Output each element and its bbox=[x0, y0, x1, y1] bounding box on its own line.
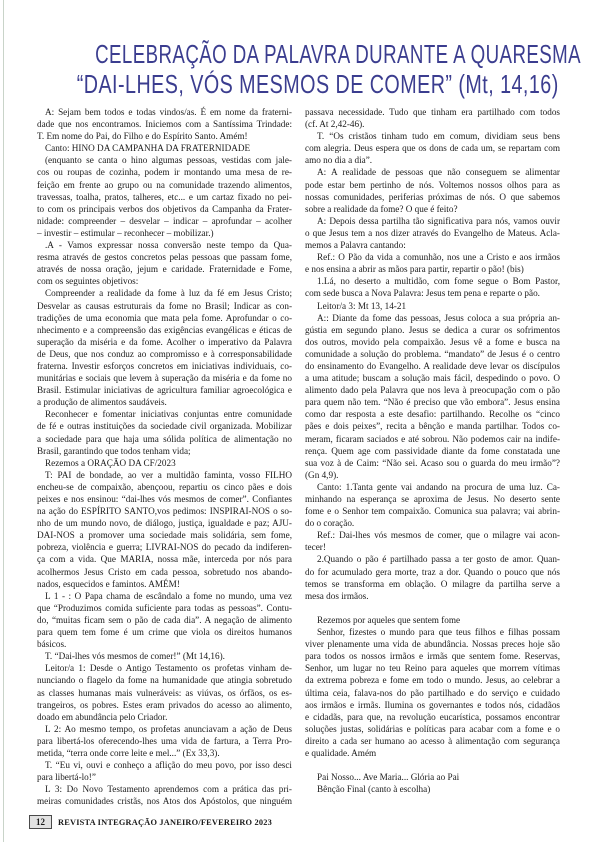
article-title bbox=[0, 39, 595, 99]
text-line bbox=[37, 203, 292, 215]
text-line-content: através de nossa oração, jejum e caridade. Fraternidade e Fome, bbox=[37, 264, 292, 275]
text-line-content: mesa dos irmãos. bbox=[305, 590, 369, 601]
text-section bbox=[305, 106, 560, 602]
text-line-content: as classes humanas mais vulneráveis: as viúvas, os órfãos, os es- bbox=[37, 687, 292, 698]
text-line-content: Canto: 1.Tanta gente vai andando na procura de uma luz. Ca- bbox=[317, 481, 560, 492]
text-line bbox=[305, 203, 560, 215]
text-line-content: e qualidade. Amém bbox=[305, 747, 377, 758]
text-line-content: da extrema pobreza e fome em todo o mundo. Jesus, ao celebrar a bbox=[305, 675, 560, 686]
text-line-content: nados, esquecidos e famintos. AMÉM! bbox=[37, 578, 180, 589]
text-line bbox=[37, 735, 292, 747]
paragraph bbox=[37, 142, 292, 154]
text-line bbox=[37, 384, 292, 396]
text-line-content: para todos os nossos irmãos e irmãs que sentem fome. Reservas, bbox=[305, 651, 560, 662]
text-line bbox=[37, 408, 292, 420]
text-line bbox=[37, 614, 292, 626]
text-line-content: pode estar bem pertinho de nós. Voltemos nossos olhos para as bbox=[305, 179, 560, 190]
text-line bbox=[37, 118, 292, 130]
text-line-content: do ensinamento do Evangelho. A realidade deve levar os discípulos bbox=[305, 360, 560, 371]
paragraph bbox=[305, 312, 560, 481]
text-line bbox=[305, 771, 560, 783]
text-line-content: Reconhecer e fomentar iniciativas conjuntas entre comunidade bbox=[45, 409, 292, 420]
text-line-content: para quem não tem. “Não é preciso que vão embora”. Jesus ensina bbox=[305, 397, 560, 408]
text-line bbox=[305, 275, 560, 287]
paragraph bbox=[37, 783, 292, 807]
text-line bbox=[37, 348, 292, 360]
text-line bbox=[305, 191, 560, 203]
text-line bbox=[37, 517, 292, 529]
paragraph bbox=[305, 771, 560, 783]
text-line bbox=[305, 517, 560, 529]
text-line bbox=[305, 408, 560, 420]
text-line-content: travessas, toalha, pratos, talheres, etc... e um cartaz fixado no pei- bbox=[37, 191, 292, 202]
text-line-content: T: PAI de bondade, ao ver a multidão faminta, vosso FILHO bbox=[45, 469, 292, 480]
text-line bbox=[37, 239, 292, 251]
text-line-content: fraterna. Investir esforços concretos em iniciativas individuais, co- bbox=[37, 360, 292, 371]
magazine-issue-text: REVISTA INTEGRAÇÃO JANEIRO/FEVEREIRO 2023 bbox=[58, 817, 272, 827]
text-line-content: resma através de gestos concretos pelas pessoas que passam fome, bbox=[37, 252, 292, 263]
text-line-content: com alegria. Deus espera que os dons de cada um, se repartam com bbox=[305, 143, 560, 154]
text-line bbox=[305, 469, 560, 481]
text-line bbox=[37, 566, 292, 578]
text-line bbox=[37, 300, 292, 312]
text-line-content: Leitor/a 3: Mt 13, 14-21 bbox=[317, 300, 407, 311]
text-line bbox=[305, 614, 560, 626]
text-line-content: A: Sejam bem todos e todas vindos/as. É em nome da fraterni- bbox=[45, 107, 292, 117]
text-line-content: do for acumulado gera morte, traz a dor. Quando o pouco que nós bbox=[305, 566, 560, 577]
paragraph bbox=[37, 408, 292, 456]
paragraph bbox=[37, 457, 292, 469]
paragraph bbox=[37, 154, 292, 239]
text-line bbox=[37, 324, 292, 336]
text-line-content: Brasil. Estimular iniciativas de agricultura familiar agroecológica e bbox=[37, 385, 292, 396]
text-line-content: L 1 - : O Papa chama de escândalo a fome no mundo, uma vez bbox=[45, 590, 292, 601]
text-line-content: a sociedade para que haja uma sólida política de alimentação no bbox=[37, 433, 292, 444]
text-line-content: to com os principais verbos dos objetivos da Campanha da Frater- bbox=[37, 203, 292, 214]
text-line bbox=[305, 372, 560, 384]
text-line bbox=[305, 553, 560, 565]
text-line-content: do, “muitas ficam sem o pão de cada dia”. A negação de alimento bbox=[37, 614, 292, 625]
text-line-content: meiras comunidades cristãs, nos Atos dos Apóstolos, que ninguém bbox=[37, 796, 292, 807]
text-line bbox=[37, 553, 292, 565]
text-line bbox=[37, 191, 292, 203]
text-line-content: temos se transforma em oblação. O milagre da partilha serve a bbox=[305, 578, 560, 589]
text-line bbox=[305, 118, 560, 130]
text-line bbox=[305, 638, 560, 650]
text-line bbox=[37, 142, 292, 154]
text-line bbox=[37, 372, 292, 384]
text-line-content: com sede busca a Nova Palavra: Jesus tem pena e reparte o pão. bbox=[305, 288, 540, 299]
paragraph bbox=[37, 287, 292, 408]
title-line-1-text: CELEBRAÇÃO DA PALAVRA DURANTE A QUARESMA bbox=[95, 39, 582, 69]
text-line-content: nidade: compreender – desvelar – indicar – aprofundar – acolher bbox=[37, 215, 292, 226]
text-line bbox=[305, 227, 560, 239]
text-line-content: pobreza, violência e guerra; LIVRAI-NOS do pecado da indiferen- bbox=[37, 542, 292, 553]
text-line bbox=[305, 481, 560, 493]
text-line-content: memos a Palavra cantando: bbox=[305, 240, 406, 251]
text-line-content: Ref.: Dai-lhes vós mesmos de comer, que o milagre vai acon- bbox=[317, 530, 560, 541]
text-line-content: acolhermos Jesus Cristo em cada pessoa, sobretudo nos abando- bbox=[37, 566, 292, 577]
text-line-content: do o coração. bbox=[305, 518, 355, 529]
text-line-content: tradições de uma economia que mata pela fome. Aprofundar o co- bbox=[37, 312, 292, 323]
text-line bbox=[37, 457, 292, 469]
text-line bbox=[37, 687, 292, 699]
text-line-content: minhando na esperança se aproxima de Jesus. No deserto sente bbox=[305, 494, 560, 504]
text-line bbox=[305, 662, 560, 674]
text-line-content: soluções justas, solidárias e políticas para acabar com a fome e o bbox=[305, 723, 560, 734]
text-line-content: para libertá-lo!” bbox=[37, 772, 96, 783]
text-line bbox=[37, 711, 292, 723]
text-line-content: nunciando o flagelo da fome na humanidade que atingia sobretudo bbox=[37, 675, 292, 686]
text-line bbox=[305, 445, 560, 457]
text-line bbox=[37, 445, 292, 457]
text-line-content: pães e dois peixes”, recita a bênção e manda partilhar. Todos co- bbox=[305, 421, 560, 432]
text-line bbox=[305, 529, 560, 541]
text-line bbox=[305, 566, 560, 578]
text-line-content: para libertá-los oferecendo-lhes uma vida de fartura, a Terra Pro- bbox=[37, 735, 292, 746]
text-line bbox=[37, 275, 292, 287]
text-line-content: como dar resposta a este desafio: partilhando. Recolhe os “cinco bbox=[305, 409, 560, 420]
text-line-content: de fé e outras instituições da sociedade civil organizada. Mobilizar bbox=[37, 421, 292, 432]
text-line-content: passava necessidade. Tudo que tinham era partilhado com todos bbox=[305, 107, 560, 117]
text-line-content: Ref.: O Pão da vida a comunhão, nos une a Cristo e aos irmãos bbox=[317, 252, 560, 263]
text-line-content: T. “Dai-lhes vós mesmos de comer!” (Mt 14,16). bbox=[45, 651, 225, 662]
paragraph bbox=[305, 553, 560, 601]
text-line bbox=[305, 505, 560, 517]
text-line-content: – investir – estimular – reconhecer – mobilizar.) bbox=[37, 227, 214, 238]
text-line bbox=[37, 179, 292, 191]
text-line-content: fome e o Senhor tem compaixão. Comunica sua palavra; vai abrin- bbox=[305, 506, 560, 517]
text-line-content: T. Em nome do Pai, do Filho e do Espírito Santo. Amém! bbox=[37, 131, 248, 142]
text-line-content: básicos. bbox=[37, 639, 67, 650]
text-line bbox=[37, 578, 292, 590]
text-line-content: Bênção Final (canto à escolha) bbox=[317, 784, 431, 795]
text-line bbox=[305, 433, 560, 445]
text-line-content: doado em abundância pelo Criador. bbox=[37, 711, 168, 722]
text-line-content: 1.Lá, no deserto a multidão, com fome segue o Bom Pastor, bbox=[317, 276, 560, 287]
text-line bbox=[305, 384, 560, 396]
text-line bbox=[305, 699, 560, 711]
text-line-content: na ação do ESPÍRITO SANTO,vos pedimos: INSPIRAI-NOS o so- bbox=[37, 506, 292, 517]
paragraph bbox=[37, 106, 292, 142]
text-line-content: Rezemos por aqueles que sentem fome bbox=[317, 614, 461, 625]
text-line-content: trangeiros, os pobres. Estes eram privados do acesso ao alimento, bbox=[37, 699, 292, 710]
text-line-content: DAI-NOS a promover uma sociedade mais solidária, sem fome, bbox=[37, 530, 292, 541]
text-line-content: tecer! bbox=[305, 542, 326, 553]
text-line-content: a produção de alimentos saudáveis. bbox=[37, 397, 167, 408]
text-line-content: viver plenamente uma vida de abundância. Nossas preces hoje são bbox=[305, 639, 560, 650]
text-line bbox=[305, 215, 560, 227]
text-line-content: sua voz à de Caim: “Não sei. Acaso sou o guarda do meu irmão”? bbox=[305, 457, 560, 468]
text-line bbox=[305, 130, 560, 142]
text-line bbox=[37, 312, 292, 324]
text-line-content: T. “Eu vi, ouvi e conheço a aflição do meu povo, por isso desci bbox=[45, 760, 292, 771]
text-line bbox=[305, 239, 560, 251]
text-line bbox=[305, 166, 560, 178]
paragraph bbox=[37, 662, 292, 722]
text-line-content: dade que nos encontramos. Iniciemos com a Santíssima Trindade: bbox=[37, 119, 292, 130]
text-line-content: (enquanto se canta o hino algumas pessoas, vestidas com jale- bbox=[45, 155, 292, 166]
text-line bbox=[305, 457, 560, 469]
text-line-content: metida, “terra onde corre leite e mel...” (Ex 33,3). bbox=[37, 747, 220, 758]
text-line-content: Brasil, garantindo que todos tenham vida; bbox=[37, 445, 191, 456]
text-line bbox=[305, 154, 560, 166]
text-line-content: nossas comunidades, periferias próximas de nós. O que sabemos bbox=[305, 191, 560, 202]
text-line-content: L 3: Do Novo Testamento aprendemos com a prática das pri- bbox=[45, 784, 292, 795]
text-line bbox=[305, 723, 560, 735]
text-line bbox=[305, 312, 560, 324]
text-line-content: 2.Quando o pão é partilhado passa a ter gosto de amor. Quan- bbox=[317, 554, 560, 565]
text-line-content: meram, ficaram saciados e até sobrou. Não podemos cair na indife- bbox=[305, 433, 560, 444]
text-line-content: com os seguintes objetivos: bbox=[37, 276, 139, 287]
paragraph bbox=[305, 300, 560, 312]
paragraph bbox=[37, 239, 292, 287]
text-line-content: (Gn 4,9). bbox=[305, 469, 339, 480]
text-line bbox=[37, 650, 292, 662]
text-line-content: Rezemos a ORAÇÃO DA CF/2023 bbox=[45, 457, 176, 468]
magazine-issue-footer bbox=[58, 815, 278, 829]
title-line-1 bbox=[0, 39, 595, 69]
text-line bbox=[305, 106, 560, 118]
text-line bbox=[37, 420, 292, 432]
page-edge-line bbox=[3, 0, 4, 842]
text-line bbox=[37, 336, 292, 348]
text-line bbox=[37, 662, 292, 674]
text-line bbox=[305, 251, 560, 263]
text-line bbox=[37, 626, 292, 638]
text-line bbox=[305, 687, 560, 699]
text-line bbox=[305, 590, 560, 602]
text-line-content: comunidade a solução do problema. “mandato” de Jesus é o centro bbox=[305, 348, 560, 359]
text-line-content: A: Depois dessa partilha tão significativa para nós, vamos ouvir bbox=[317, 215, 560, 226]
text-line-content: direito a cada ser humano ao acesso à alimentação com segurança bbox=[305, 735, 560, 746]
title-line-2-text: “DAI-LHES, VÓS MESMOS DE COMER” (Mt, 14,16) bbox=[76, 69, 559, 99]
paragraph bbox=[37, 469, 292, 590]
text-line bbox=[37, 602, 292, 614]
paragraph bbox=[37, 723, 292, 759]
paragraph bbox=[37, 759, 292, 783]
text-line-content: amo no dia a dia”. bbox=[305, 155, 373, 166]
text-line-content: a uma atitude; buscam a solução mais fácil, despedindo o povo. O bbox=[305, 373, 560, 384]
text-line-content: .A - Vamos expressar nossa conversão neste tempo da Qua- bbox=[45, 240, 292, 251]
text-section bbox=[37, 106, 292, 807]
text-line bbox=[305, 541, 560, 553]
text-line bbox=[37, 433, 292, 445]
paragraph bbox=[305, 166, 560, 214]
left-text-column bbox=[37, 106, 292, 807]
text-line-content: Senhor, um lugar no teu Reino para aqueles que morrem vítimas bbox=[305, 663, 560, 674]
text-line bbox=[305, 142, 560, 154]
text-section bbox=[305, 614, 560, 759]
text-line bbox=[305, 735, 560, 747]
text-line-content: feição em frente ao grupo ou na comunidade trazendo alimentos, bbox=[37, 179, 292, 190]
text-line bbox=[305, 179, 560, 191]
text-line bbox=[37, 287, 292, 299]
text-line-content: (cf. At 2,42-46). bbox=[305, 119, 365, 130]
text-line bbox=[305, 626, 560, 638]
right-text-column bbox=[305, 106, 560, 795]
text-line-content: nho de um mundo novo, de diálogo, justiça, igualdade e paz; AJU- bbox=[37, 518, 292, 529]
text-line-content: o que Jesus tem a nos dizer através do Evangelho de Mateus. Acla- bbox=[305, 227, 560, 238]
text-line-content: aos irmãos e irmãs. Ilumina os governantes e todos nós, cidadãos bbox=[305, 699, 560, 710]
text-line-content: Canto: HINO DA CAMPANHA DA FRATERNIDADE bbox=[45, 143, 251, 154]
paragraph bbox=[305, 106, 560, 130]
text-line-content: L 2: Ao mesmo tempo, os profetas anunciavam a ação de Deus bbox=[45, 723, 292, 734]
text-line bbox=[37, 541, 292, 553]
text-line bbox=[37, 638, 292, 650]
text-line-content: cos ou roupas de cozinha, podem ir montando uma mesa de re- bbox=[37, 167, 292, 178]
text-line-content: e cidadãs, para que, na revolução eucarística, possamos encontrar bbox=[305, 711, 560, 722]
page-number: 12 bbox=[29, 815, 52, 829]
text-line-content: gústia em segundo plano. Jesus se dedica a curar os sofrimentos bbox=[305, 324, 560, 335]
paragraph bbox=[305, 215, 560, 251]
text-line-content: sobre a realidade da fome? O que é feito? bbox=[305, 203, 458, 214]
text-line bbox=[37, 783, 292, 795]
text-line-content: alimento dado pela Palavra que nos leva à preocupação com o pão bbox=[305, 385, 560, 396]
paragraph bbox=[305, 626, 560, 759]
text-line-content: Pai Nosso... Ave Maria... Glória ao Pai bbox=[317, 772, 460, 783]
text-line bbox=[37, 154, 292, 166]
text-line-content: munitárias e sociais que levem à superação da miséria e da fome no bbox=[37, 373, 292, 384]
text-line-content: rença. Quem age com passividade diante da fome constatada une bbox=[305, 445, 560, 456]
paragraph bbox=[305, 481, 560, 529]
text-line bbox=[37, 263, 292, 275]
text-line bbox=[305, 263, 560, 275]
text-line-content: T. “Os cristãos tinham tudo em comum, dividiam seus bens bbox=[317, 131, 560, 142]
text-line-content: para quem tem fome é um crime que viola os direitos humanos bbox=[37, 627, 292, 638]
text-line bbox=[305, 747, 560, 759]
text-line-content: Senhor, fizestes o mundo para que teus filhos e filhas possam bbox=[317, 627, 560, 638]
text-line bbox=[37, 723, 292, 735]
text-line bbox=[305, 674, 560, 686]
text-line-content: e nos ensina a abrir as mãos para partir, repartir o pão! (bis) bbox=[305, 264, 524, 275]
text-line bbox=[305, 396, 560, 408]
text-section bbox=[305, 771, 560, 795]
text-line bbox=[37, 590, 292, 602]
text-line bbox=[37, 227, 292, 239]
text-line-content: A:: Diante da fome das pessoas, Jesus coloca a sua própria an- bbox=[317, 312, 560, 323]
text-line bbox=[305, 348, 560, 360]
paragraph bbox=[305, 275, 560, 299]
text-line bbox=[305, 324, 560, 336]
text-line-content: ça com a vida. Que MARIA, nossa mãe, interceda por nós para bbox=[37, 554, 292, 565]
text-line bbox=[37, 747, 292, 759]
text-line-content: última ceia, falava-nos do pão partilhado e do serviço e cuidado bbox=[305, 687, 560, 698]
text-line-content: de Deus, que nos conduz ao compromisso e à corresponsabilidade bbox=[37, 348, 292, 359]
text-line-content: A: A realidade de pessoas que não conseguem se alimentar bbox=[317, 167, 560, 178]
paragraph bbox=[305, 783, 560, 795]
text-line-content: Leitor/a 1: Desde o Antigo Testamento os profetas vinham de- bbox=[45, 663, 292, 674]
paragraph bbox=[305, 130, 560, 166]
text-line bbox=[305, 360, 560, 372]
text-line bbox=[37, 674, 292, 686]
text-line bbox=[37, 699, 292, 711]
text-line bbox=[305, 578, 560, 590]
text-line bbox=[37, 795, 292, 807]
text-line-content: que “Produzimos comida suficiente para todas as pessoas”. Contu- bbox=[37, 602, 292, 613]
paragraph bbox=[305, 614, 560, 626]
text-line bbox=[37, 481, 292, 493]
text-line bbox=[37, 529, 292, 541]
text-line-content: Desvelar as causas estruturais da fome no Brasil; Indicar as con- bbox=[37, 300, 292, 311]
text-line bbox=[305, 711, 560, 723]
text-line-content: peixes e nos ensinou: “dai-lhes vós mesmos de comer”. Confiantes bbox=[37, 494, 292, 504]
text-line bbox=[305, 650, 560, 662]
text-line-content: Compreender a realidade da fome à luz da fé em Jesus Cristo; bbox=[45, 288, 292, 299]
paragraph bbox=[37, 590, 292, 650]
text-line-content: nhecimento e a compreensão das exigências evangélicas e éticas de bbox=[37, 324, 292, 335]
paragraph bbox=[305, 251, 560, 275]
paragraph bbox=[37, 650, 292, 662]
text-line bbox=[37, 360, 292, 372]
text-line bbox=[37, 505, 292, 517]
text-line bbox=[37, 759, 292, 771]
text-line bbox=[305, 420, 560, 432]
text-line bbox=[37, 106, 292, 118]
paragraph bbox=[305, 529, 560, 553]
text-line bbox=[305, 493, 560, 505]
text-line bbox=[37, 215, 292, 227]
title-line-2 bbox=[0, 69, 595, 99]
text-line bbox=[305, 287, 560, 299]
text-line bbox=[37, 396, 292, 408]
text-line bbox=[305, 300, 560, 312]
text-line bbox=[37, 166, 292, 178]
text-line bbox=[37, 469, 292, 481]
text-line bbox=[37, 771, 292, 783]
text-line bbox=[37, 493, 292, 505]
text-line bbox=[305, 783, 560, 795]
text-line-content: dos outros, movido pela compaixão. Jesus vê a fome e busca na bbox=[305, 336, 560, 347]
text-line bbox=[37, 130, 292, 142]
text-line-content: encheu-se de compaixão, abençoou, repartiu os cinco pães e dois bbox=[37, 481, 292, 492]
text-line bbox=[305, 336, 560, 348]
text-line-content: superação da miséria e da fome. Acolher o imperativo da Palavra bbox=[37, 336, 292, 347]
text-line bbox=[37, 251, 292, 263]
